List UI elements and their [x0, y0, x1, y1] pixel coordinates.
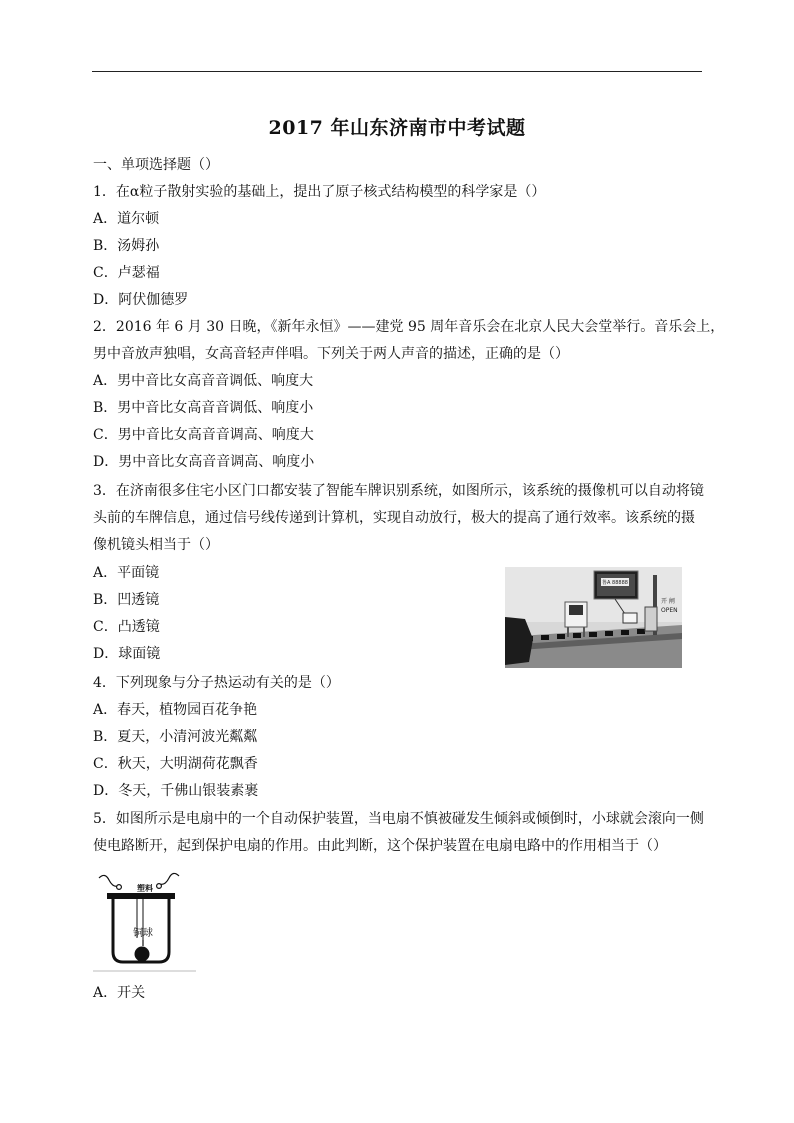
q3-option-a: A．平面镜 — [93, 565, 160, 581]
q2-stem-line2: 男中音放声独唱，女高音轻声伴唱。下列关于两人声音的描述，正确的是（） — [93, 346, 569, 362]
page-title: 2017 年山东济南市中考试题 — [268, 117, 526, 139]
q5-stem-line1: 5．如图所示是电扇中的一个自动保护装置，当电扇不慎被碰发生倾斜或倾倒时，小球就会滚向一侧 — [93, 811, 704, 827]
photo-sign-text: 开 闸 — [661, 598, 675, 605]
q2-option-c: C．男中音比女高音音调高、响度大 — [93, 427, 314, 443]
q1-option-b: B．汤姆孙 — [93, 238, 160, 254]
photo-plate-text: 鲁A 88888 — [602, 580, 628, 586]
fan-protection-device-figure — [93, 870, 196, 973]
q1-option-d: D．阿伏伽德罗 — [93, 292, 189, 308]
q2-option-a: A．男中音比女高音音调低、响度大 — [93, 373, 314, 389]
q1-stem: 1．在α粒子散射实验的基础上，提出了原子核式结构模型的科学家是（） — [93, 184, 546, 200]
q4-option-a: A．春天，植物园百花争艳 — [93, 702, 258, 718]
q5-stem-line2: 使电路断开，起到保护电扇的作用。由此判断，这个保护装置在电扇电路中的作用相当于（） — [93, 838, 667, 854]
section-heading: 一、单项选择题（） — [93, 157, 219, 173]
q2-option-b: B．男中音比女高音音调低、响度小 — [93, 400, 314, 416]
header-rule — [92, 71, 702, 72]
fig-label-copper-ball: 铜球 — [133, 928, 153, 939]
fig-label-plastic: 塑料 — [137, 884, 153, 893]
q4-stem: 4．下列现象与分子热运动有关的是（） — [93, 675, 340, 691]
q3-stem-line2: 头前的车牌信息，通过信号线传递到计算机，实现自动放行，极大的提高了通行效率。该系统的摄 — [93, 510, 695, 526]
q3-stem-line1: 3．在济南很多住宅小区门口都安装了智能车牌识别系统，如图所示，该系统的摄像机可以自动将镜 — [93, 483, 704, 499]
q1-option-c: C．卢瑟福 — [93, 265, 160, 281]
q3-option-b: B．凹透镜 — [93, 592, 160, 608]
q3-stem-line3: 像机镜头相当于（） — [93, 537, 219, 553]
q3-option-c: C．凸透镜 — [93, 619, 160, 635]
photo-open-text: OPEN — [661, 607, 678, 614]
license-plate-system-photo — [505, 567, 682, 668]
q3-option-d: D．球面镜 — [93, 646, 161, 662]
q4-option-c: C．秋天，大明湖荷花飘香 — [93, 756, 258, 772]
q5-option-a: A．开关 — [93, 985, 146, 1001]
q4-option-d: D．冬天，千佛山银装素裹 — [93, 783, 259, 799]
q2-option-d: D．男中音比女高音音调高、响度小 — [93, 454, 315, 470]
q1-option-a: A．道尔顿 — [93, 211, 160, 227]
q2-stem-line1: 2．2016 年 6 月 30 日晚，《新年永恒》——建党 95 周年音乐会在北京人民大会堂举行。音乐会上， — [93, 319, 725, 335]
q4-option-b: B．夏天，小清河波光粼粼 — [93, 729, 258, 745]
